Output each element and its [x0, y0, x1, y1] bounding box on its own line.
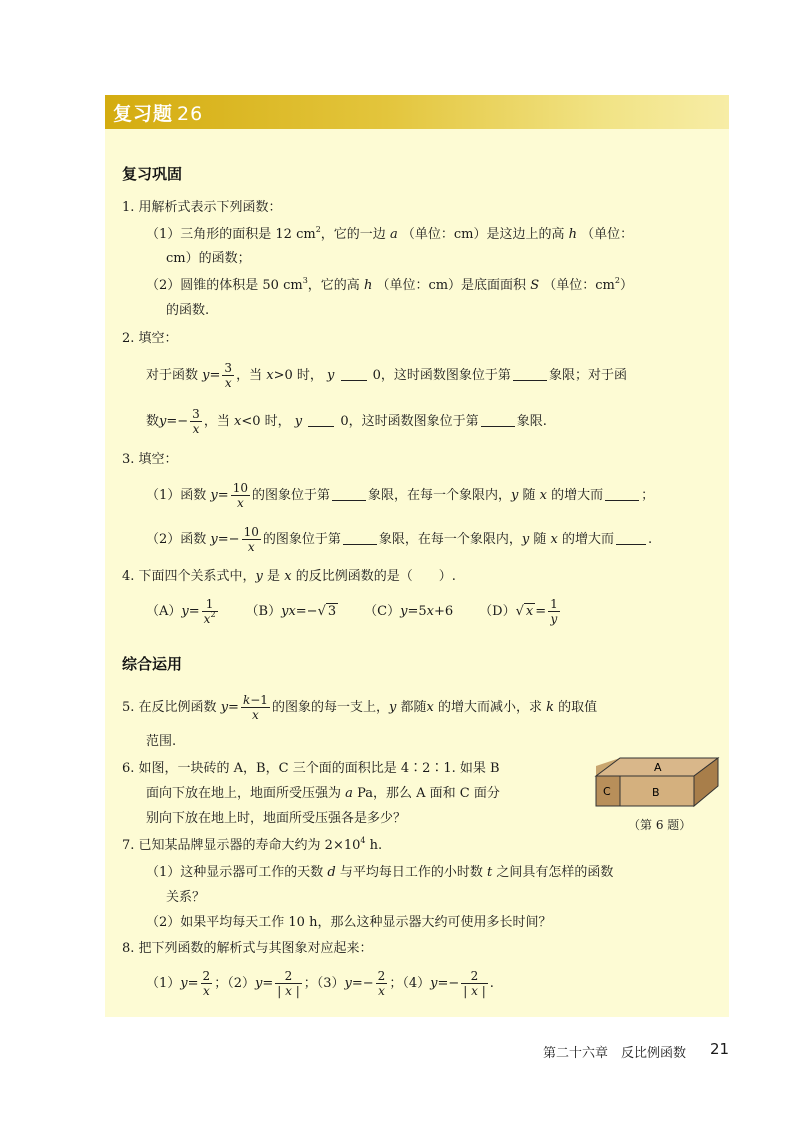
q1-part1-line1: （1）三角形的面积是 12 $cm^2$，它的一边 a （单位：cm）是这边上的高 h （单位：	[146, 225, 634, 242]
q4-options: （A）y= $\frac{1}{x^2}$ （B）yx=−√ 3 （C）y=5x+6 （D）√ x = $\frac{1}{y}$	[146, 597, 558, 626]
q6-line1: 6. 如图，一块砖的 A，B，C 三个面的面积比是 4∶2∶1. 如果 B	[122, 761, 500, 776]
q3-part2: （2）函数 y=− $\frac{10}{x}$ 的图象位于第 象限，在每一个象限内，y 随 x 的增大而 .	[146, 525, 653, 554]
fraction: $\frac{10}{x}$	[243, 525, 259, 554]
fraction: $\frac{2}{x}$	[377, 969, 386, 998]
q2-stem: 2. 填空：	[122, 331, 178, 346]
q1-stem: 1. 用解析式表示下列函数：	[122, 200, 282, 215]
page-number: 21	[710, 1040, 730, 1058]
q1-part1-line2: cm）的函数；	[166, 251, 251, 266]
fraction: $\frac{k-1}{x}$	[242, 693, 268, 722]
fraction: $\frac{3}{x}$	[192, 407, 200, 436]
q3-stem: 3. 填空：	[122, 452, 178, 467]
section-review: 复习巩固	[122, 165, 183, 183]
title-number: 26	[177, 103, 204, 125]
fraction: $\frac{2}{| x |}$	[463, 969, 486, 998]
fraction: $\frac{2}{x}$	[202, 969, 211, 998]
q6-line3: 别向下放在地上时，地面所受压强各是多少？	[146, 811, 407, 826]
q1-part2-line2: 的函数.	[166, 303, 210, 318]
section-apply: 综合运用	[122, 655, 183, 673]
q2-line1: 对于函数 y= $\frac{3}{x}$ ，当 x>0 时， y 0，这时函数图象位于第 象限；对于函	[146, 361, 627, 390]
label-c: C	[603, 785, 611, 798]
fraction: $\frac{1}{y}$	[550, 597, 558, 626]
footer-chapter: 第二十六章 反比例函数	[543, 1046, 687, 1061]
fraction: $\frac{2}{| x |}$	[277, 969, 300, 998]
q1-part2-line1: （2）圆锥的体积是 50 $cm^3$，它的高 h （单位：cm）是底面面积 S （单位：$cm^2$）	[146, 276, 633, 293]
q7-part1-line1: （1）这种显示器可工作的天数 d 与平均每日工作的小时数 t 之间具有怎样的函数	[146, 865, 614, 880]
q5-line2: 范围.	[146, 734, 177, 749]
q8-items: （1）y= $\frac{2}{x}$ ；（2）y= $\frac{2}{| x |}$ ；（3）y=− $\frac{2}{x}$ ；（4）y=− $\frac{2}{| x |}$ .	[146, 969, 494, 998]
label-a: A	[654, 761, 662, 774]
q4-stem: 4. 下面四个关系式中，y 是 x 的反比例函数的是（ ）.	[122, 569, 456, 584]
title-text: 复习题	[113, 103, 174, 125]
page-title	[113, 99, 203, 126]
brick-figure	[594, 756, 720, 808]
q3-part1: （1）函数 y= $\frac{10}{x}$ 的图象位于第 象限，在每一个象限内，y 随 x 的增大而 ；	[146, 481, 655, 510]
q6-line2: 面向下放在地上，地面所受压强为 a Pa，那么 A 面和 C 面分	[146, 786, 500, 801]
q8-stem: 8. 把下列函数的解析式与其图象对应起来：	[122, 941, 373, 956]
fraction: $\frac{3}{x}$	[224, 361, 233, 390]
q7-part2: （2）如果平均每天工作 10 h，那么这种显示器大约可使用多长时间？	[146, 915, 552, 930]
q7-part1-line2: 关系？	[166, 890, 206, 905]
fraction: $\frac{1}{x^2}$	[203, 597, 216, 626]
q5-line1: 5. 在反比例函数 y= $\frac{k-1}{x}$ 的图象的每一支上，y 都随x 的增大而减小，求 k 的取值	[122, 693, 598, 722]
q7-stem: 7. 已知某品牌显示器的寿命大约为 $2\times 10^4$ h.	[122, 836, 383, 853]
label-b: B	[652, 786, 660, 799]
figure-caption: （第 6 题）	[628, 818, 692, 832]
q2-line2: 数y=− $\frac{3}{x}$ ，当 x<0 时， y 0，这时函数图象位于第 象限.	[146, 407, 547, 436]
fraction: $\frac{10}{x}$	[232, 481, 248, 510]
